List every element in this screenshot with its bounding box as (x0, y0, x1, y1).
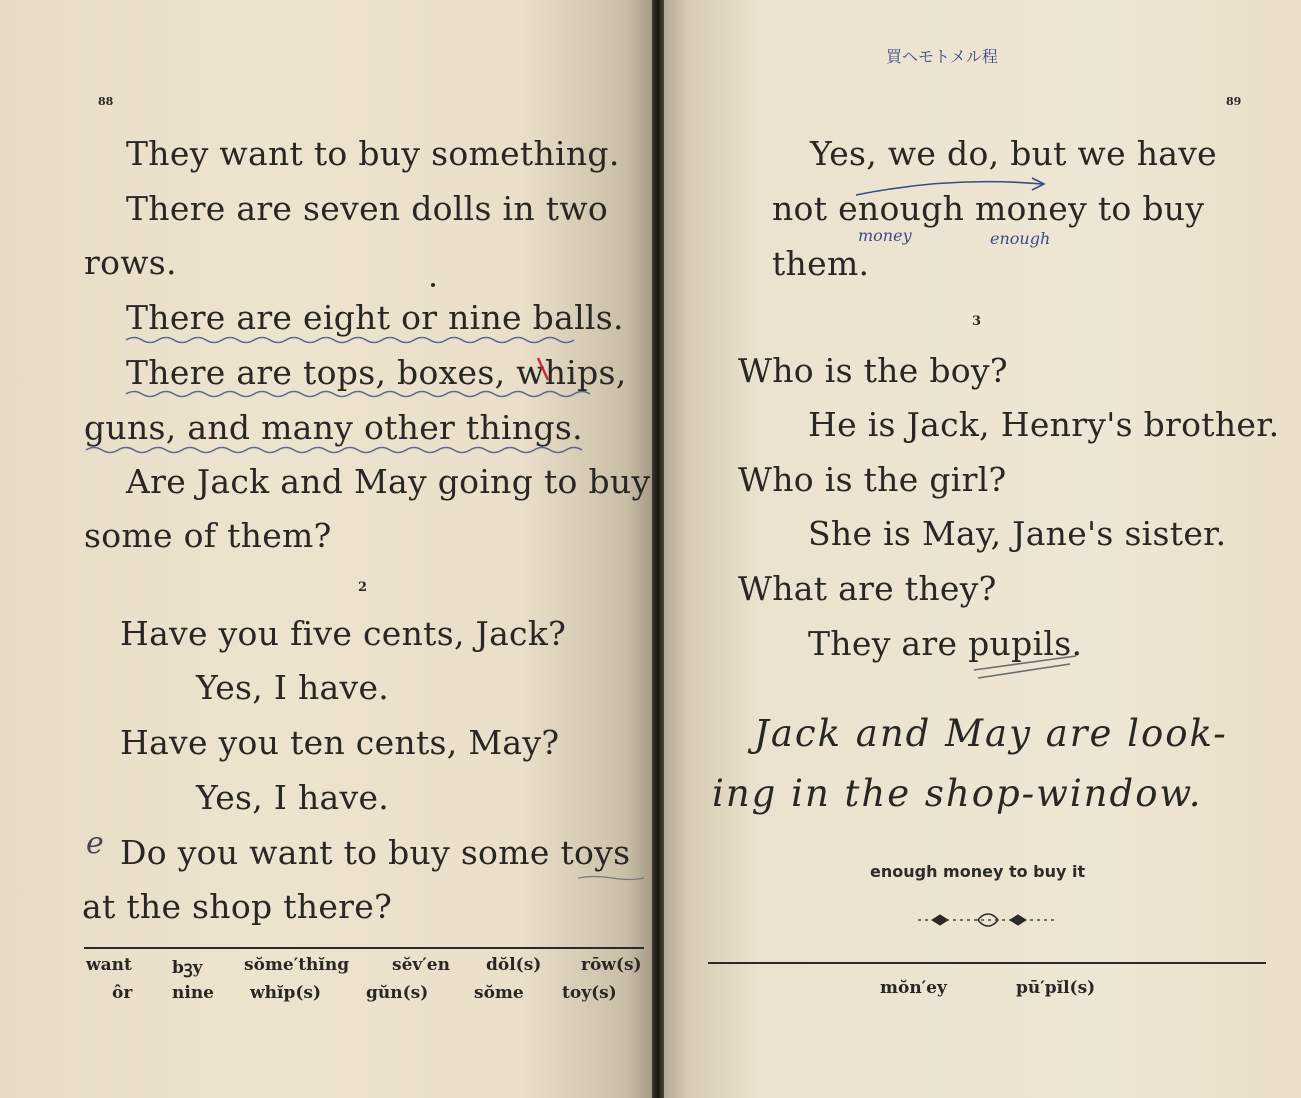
left-line-1: They want to buy something. (126, 134, 620, 173)
margin-pencil-mark: e (86, 826, 104, 861)
left-line-14: at the shop there? (82, 887, 393, 926)
script-line-1: Jack and May are look- (754, 712, 1228, 755)
note-enough-money: enough money to buy it (870, 862, 1086, 881)
left-vocab-7: ôr (112, 983, 133, 1003)
right-line-1: Yes, we do, but we have (810, 134, 1217, 173)
left-line-6: guns, and many other things. (84, 408, 583, 447)
left-vocab-4: sĕv′en (392, 955, 450, 975)
script-line-2: ing in the shop-window. (712, 772, 1203, 815)
right-section-number: 3 (972, 314, 982, 329)
handwritten-note-money: money (858, 226, 912, 245)
left-line-13: Do you want to buy some toys (120, 833, 631, 872)
right-vocab-1: mŏn′ey (880, 978, 947, 998)
right-footer-rule (708, 962, 1266, 964)
right-page-number: 89 (1226, 95, 1242, 108)
left-line-3: rows. (84, 243, 177, 282)
book-gutter (652, 0, 664, 1098)
left-vocab-10: gŭn(s) (366, 983, 429, 1003)
left-page-number: 88 (98, 95, 114, 108)
right-vocab-2: pū′pĭl(s) (1016, 978, 1096, 998)
right-line-2: not enough money to buy (772, 189, 1205, 228)
left-line-9: Have you five cents, Jack? (120, 614, 567, 653)
left-vocab-2: bꝫy (172, 958, 203, 978)
right-line-3: them. (772, 244, 870, 283)
left-vocab-8: nine (172, 983, 214, 1003)
left-footer-rule (84, 947, 644, 949)
left-vocab-12: toy(s) (562, 983, 617, 1003)
left-line-8: some of them? (84, 516, 332, 555)
right-line-7: She is May, Jane's sister. (808, 514, 1227, 553)
left-vocab-6: rōw(s) (581, 955, 642, 975)
right-line-9: They are pupils. (808, 624, 1083, 663)
handwritten-header: 買ヘモトメル程 (886, 47, 998, 66)
left-line-2: There are seven dolls in two (126, 189, 609, 228)
left-vocab-5: dŏl(s) (486, 955, 542, 975)
left-vocab-1: want (86, 955, 132, 975)
left-line-4: There are eight or nine balls. (126, 298, 624, 337)
left-vocab-3: sŏme′thĭng (244, 955, 350, 975)
right-line-6: Who is the girl? (738, 460, 1007, 499)
left-line-5: There are tops, boxes, whips, (126, 353, 627, 392)
right-line-8: What are they? (738, 569, 997, 608)
right-line-5: He is Jack, Henry's brother. (808, 405, 1280, 444)
left-line-11: Have you ten cents, May? (120, 723, 560, 762)
left-line-7: Are Jack and May going to buy (126, 462, 651, 501)
left-vocab-11: sŏme (474, 983, 524, 1003)
right-line-4: Who is the boy? (738, 351, 1008, 390)
handwritten-note-enough: enough (990, 229, 1051, 248)
left-section-number: 2 (358, 580, 368, 595)
left-line-10: Yes, I have. (196, 668, 390, 707)
left-vocab-9: whĭp(s) (250, 983, 321, 1003)
left-line-12: Yes, I have. (196, 778, 390, 817)
